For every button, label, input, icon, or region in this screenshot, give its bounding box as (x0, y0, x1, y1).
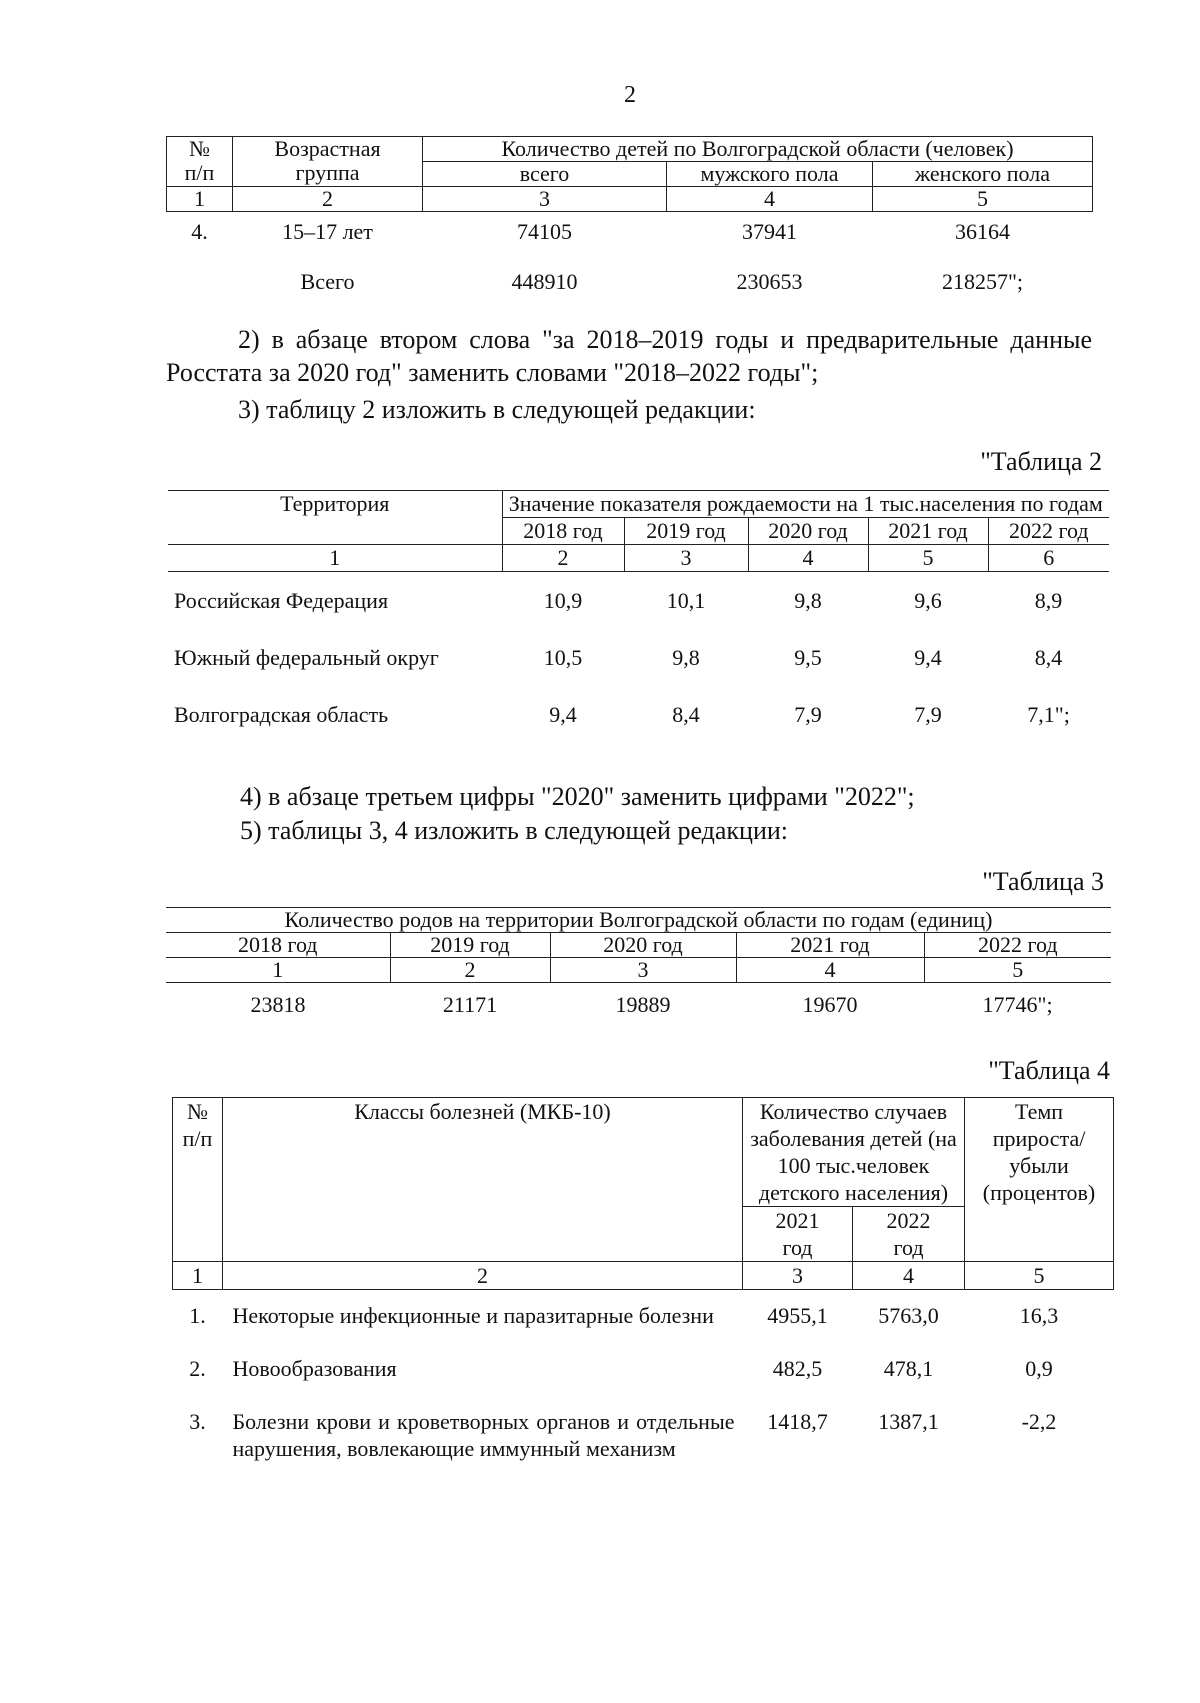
diseases-table (172, 1097, 1114, 1476)
header-year: 2018 год (166, 933, 390, 958)
header-year: 2019 год (390, 933, 550, 958)
header-year: 2020 год (748, 518, 868, 545)
header-territory: Территория (168, 491, 502, 545)
table-row: Российская Федерация 10,9 10,1 9,8 9,6 8,9 (174, 587, 1063, 613)
header-year: 2018 год (502, 518, 624, 545)
header-year: 2021 год (868, 518, 988, 545)
table-row: 23818 21171 19889 19670 17746"; (250, 992, 1053, 1017)
page-number: 2 (624, 82, 636, 108)
paragraph-4: 4) в абзаце третьем цифры "2020" заменить цифрами "2022"; (240, 782, 915, 811)
header-year-2021: 2021 год (743, 1207, 853, 1262)
children-count-table (166, 136, 1093, 312)
index-row: 1 2 3 4 5 6 (168, 545, 1109, 572)
table2-caption: "Таблица 2 (980, 447, 1102, 476)
table-row: Южный федеральный округ 10,5 9,8 9,5 9,4 8,4 (174, 644, 1063, 670)
header-male: мужского пола (667, 162, 873, 187)
table-row: Волгоградская область 9,4 8,4 7,9 7,9 7,1"; (174, 701, 1070, 727)
header-year-2022: 2022 год (853, 1207, 965, 1262)
header-year: 2022 год (988, 518, 1109, 545)
table3-title: Количество родов на территории Волгоградской области по годам (единиц) (166, 908, 1111, 933)
header-year: 2022 год (924, 933, 1111, 958)
header-count-title: Количество детей по Волгоградской области (человек) (423, 137, 1093, 162)
header-indicator: Значение показателя рождаемости на 1 тыс.населения по годам (502, 491, 1109, 518)
header-year: 2020 год (550, 933, 736, 958)
header-rate: Темп прироста/ убыли (процентов) (965, 1098, 1114, 1262)
header-num: № п/п (173, 1098, 223, 1262)
header-age-group: Возрастная группа (233, 137, 423, 187)
birth-rate-table (168, 490, 1109, 743)
table-row: 3. Болезни крови и кроветворных органов и отдельные нарушения, вовлекающие иммунный механизм 1418,7 1387,1 -2,2 (189, 1409, 1057, 1461)
header-num: № п/п (167, 137, 233, 187)
header-year: 2021 год (736, 933, 924, 958)
table-row: 2. Новообразования 482,5 478,1 0,9 (189, 1356, 1053, 1381)
header-female: женского пола (873, 162, 1093, 187)
header-total: всего (423, 162, 667, 187)
table3-caption: "Таблица 3 (982, 867, 1104, 896)
index-row: 1 2 3 4 5 (166, 958, 1111, 983)
paragraph-2: 2) в абзаце втором слова "за 2018–2019 годы и предварительные данные Росстата за 2020 год" заменить словами "2018–2022 годы"; (166, 325, 1092, 387)
header-classes: Классы болезней (МКБ-10) (223, 1098, 743, 1262)
table-row: 4. 15–17 лет 74105 37941 36164 (191, 219, 1010, 244)
header-year: 2019 год (624, 518, 748, 545)
index-row: 1 2 3 4 5 (173, 1262, 1114, 1290)
paragraph-5: 5) таблицы 3, 4 изложить в следующей редакции: (240, 816, 789, 845)
header-cases: Количество случаев заболевания детей (на 100 тыс.человек детского населения) (743, 1098, 965, 1207)
table-row: 1. Некоторые инфекционные и паразитарные болезни 4955,1 5763,0 16,3 (189, 1303, 1059, 1328)
index-row: 1 2 3 4 5 (167, 187, 1093, 212)
table-row-total: Всего 448910 230653 218257"; (300, 269, 1024, 294)
table4-caption: "Таблица 4 (988, 1056, 1110, 1085)
paragraph-3: 3) таблицу 2 изложить в следующей редакции: (238, 395, 756, 424)
births-count-table (166, 907, 1111, 1017)
